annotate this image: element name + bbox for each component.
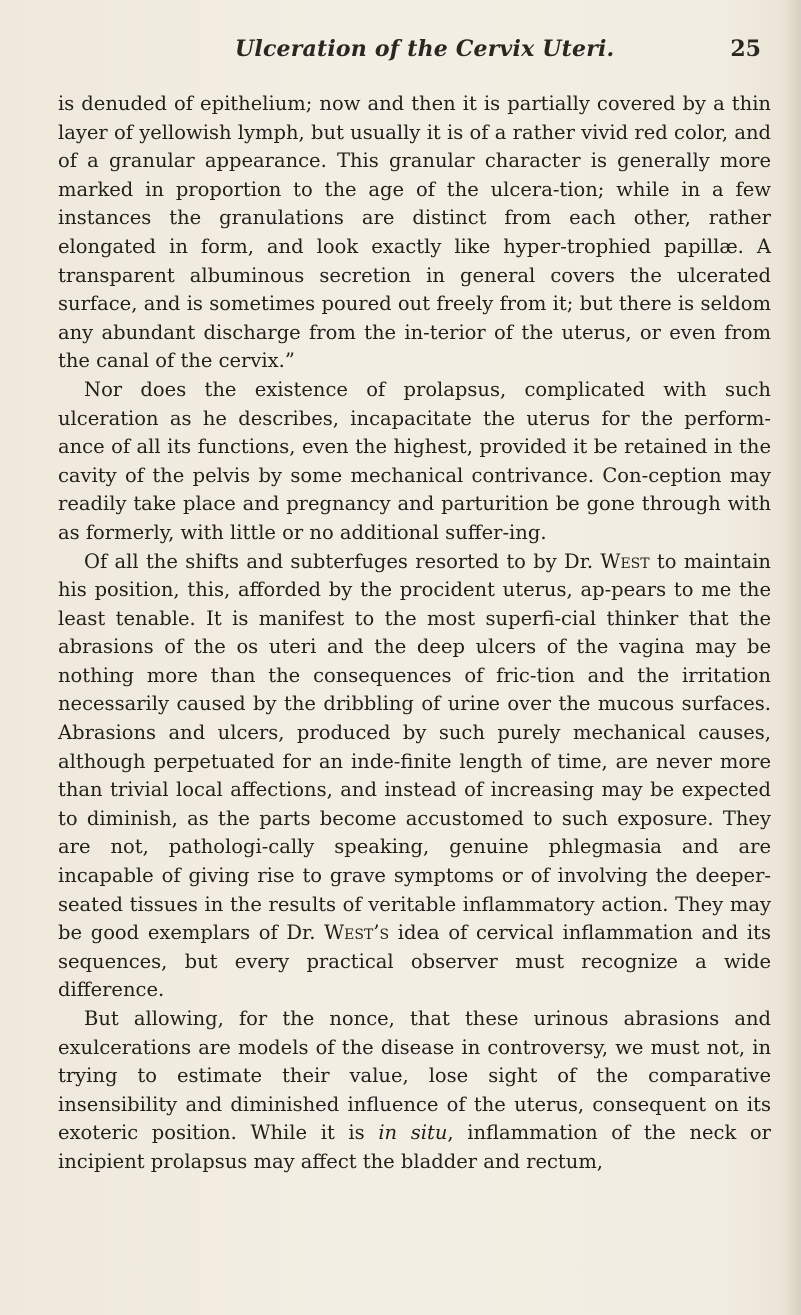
paragraph-4-part-a: But allowing, for the nonce, that these urinous abrasions and exulcerations are models of the disease in controversy, we must not, in trying to estimate their value, lose sight of the comparative insensibility and diminished influence of the uterus, consequent on its exoteric position. While it is [58, 1007, 771, 1145]
paragraph-3-part-c: idea of cervical inflammation and its sequences, but every practical observer must recognize a wide difference. [58, 921, 771, 1002]
page-edge-shadow [783, 0, 801, 1315]
paragraph-3-part-b: to maintain his position, this, afforded by the procident uterus, ap-pears to me the least tenable. It is manifest to the most superfi-cial thinker that the abrasions of the os uteri and the deep ulcers of the vagina may be nothing more than the consequences of fric-tion and the irritation necessarily caused by the dribbling of urine over the mucous surfaces. Abrasions and ulcers, produced by such purely mechanical causes, although perpetuated for an inde-finite length of time, are never more than trivial local affections, and instead of increasing may be expected to diminish, as the parts become accustomed to such exposure. They are not, pathologi-cally speaking, genuine phlegmasia and are incapable of giving rise to grave symptoms or of involving the deeper-seated tissues in the results of veritable inflammatory action. They may be good exemplars of Dr. [58, 549, 771, 945]
paragraph-2: Nor does the existence of prolapsus, complicated with such ulceration as he describes, incapacitate the uterus for the perform-ance of all its functions, even the highest, provided it be retained in the cavity of the pelvis by some mechanical contrivance. Con-ception may readily take place and pregnancy and parturition be gone through with as formerly, with little or no additional suffer-ing. [58, 377, 771, 544]
paragraph-4 [58, 1005, 771, 1177]
running-title: Ulceration of the Cervix Uteri. [235, 36, 615, 62]
paragraph-1: is denuded of epithelium; now and then it is partially covered by a thin layer of yellowish lymph, but usually it is of a rather vivid red color, and of a granular appearance. This granular character is generally more marked in proportion to the age of the ulcera-tion; while in a few instances the granulations are distinct from each other, rather elongated in form, and look exactly like hyper-trophied papillæ. A transparent albuminous secretion in general covers the ulcerated surface, and is sometimes poured out freely from it; but there is seldom any abundant discharge from the in-terior of the uterus, or even from the canal of the cervix.” [58, 92, 771, 373]
paragraph-3-part-a: Of all the shifts and subterfuges resorted to by Dr. [84, 549, 601, 573]
author-name-west: West [600, 549, 650, 573]
paragraph-4-part-b: , inflammation of the neck or incipient prolapsus may affect the bladder and rectum, [58, 1121, 771, 1173]
body-text [58, 90, 771, 1177]
latin-phrase-in-situ: in situ [378, 1121, 448, 1145]
page-number: 25 [730, 36, 761, 62]
paragraph-3 [58, 548, 771, 1006]
author-name-west-possessive: West’s [324, 921, 390, 945]
